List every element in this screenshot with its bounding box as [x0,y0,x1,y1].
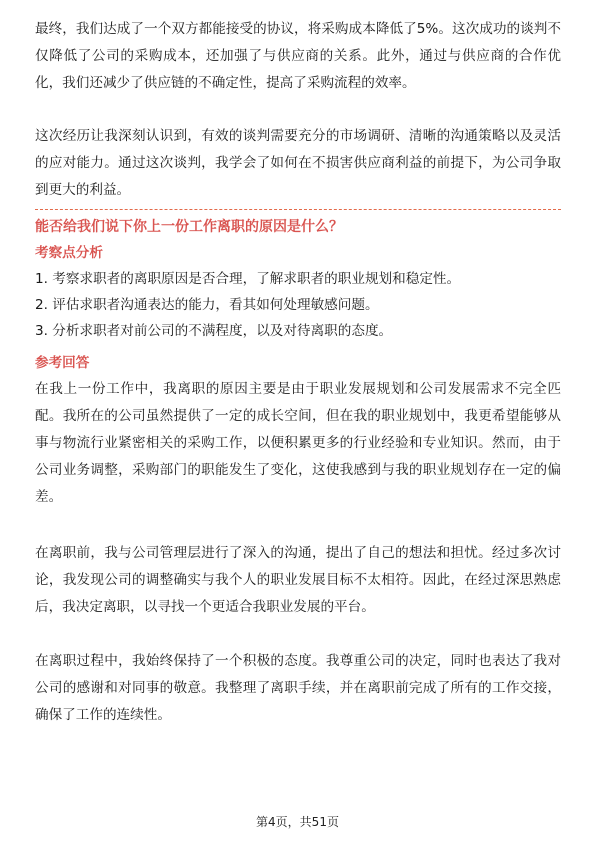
answer-label: 参考回答 [35,355,90,371]
paragraph: 这次经历让我深刻认识到，有效的谈判需要充分的市场调研、清晰的沟通策略以及灵活的应对能力。通过这次谈判，我学会了如何在不损害供应商利益的前提下，为公司争取到更大的利益。 [35,128,561,198]
list-item: 3. 分析求职者对前公司的不满程度，以及对待离职的态度。 [35,323,393,339]
answer-paragraph: 在离职过程中，我始终保持了一个积极的态度。我尊重公司的决定，同时也表达了我对公司的感谢和对同事的敬意。我整理了离职手续，并在离职前完成了所有的工作交接，确保了工作的连续性。 [35,653,561,723]
document-body [35,16,561,729]
page-number: 第4页，共51页 [256,815,339,829]
answer-paragraph: 在我上一份工作中，我离职的原因主要是由于职业发展规划和公司发展需求不完全匹配。我所在的公司虽然提供了一定的成长空间，但在我的职业规划中，我更希望能够从事与物流行业紧密相关的采购工作，以便积累更多的行业经验和专业知识。然而，由于公司业务调整，采购部门的职能发生了变化，这使我感到与我的职业规划存在一定的偏差。 [35,381,561,505]
analysis-list [35,266,561,344]
paragraph: 最终，我们达成了一个双方都能接受的协议，将采购成本降低了5%。这次成功的谈判不仅降低了公司的采购成本，还加强了与供应商的关系。此外，通过与供应商的合作优化，我们还减少了供应链的不确定性，提高了采购流程的效率。 [35,21,561,91]
answer-paragraph: 在离职前，我与公司管理层进行了深入的沟通，提出了自己的想法和担忧。经过多次讨论，我发现公司的调整确实与我个人的职业发展目标不太相符。因此，在经过深思熟虑后，我决定离职，以寻找一个更适合我职业发展的平台。 [35,545,561,615]
section-divider [35,209,561,210]
list-item: 2. 评估求职者沟通表达的能力，看其如何处理敏感问题。 [35,297,379,313]
question-heading: 能否给我们说下你上一份工作离职的原因是什么？ [35,219,343,235]
list-item: 1. 考察求职者的离职原因是否合理，了解求职者的职业规划和稳定性。 [35,271,461,287]
analysis-label: 考察点分析 [35,245,103,261]
